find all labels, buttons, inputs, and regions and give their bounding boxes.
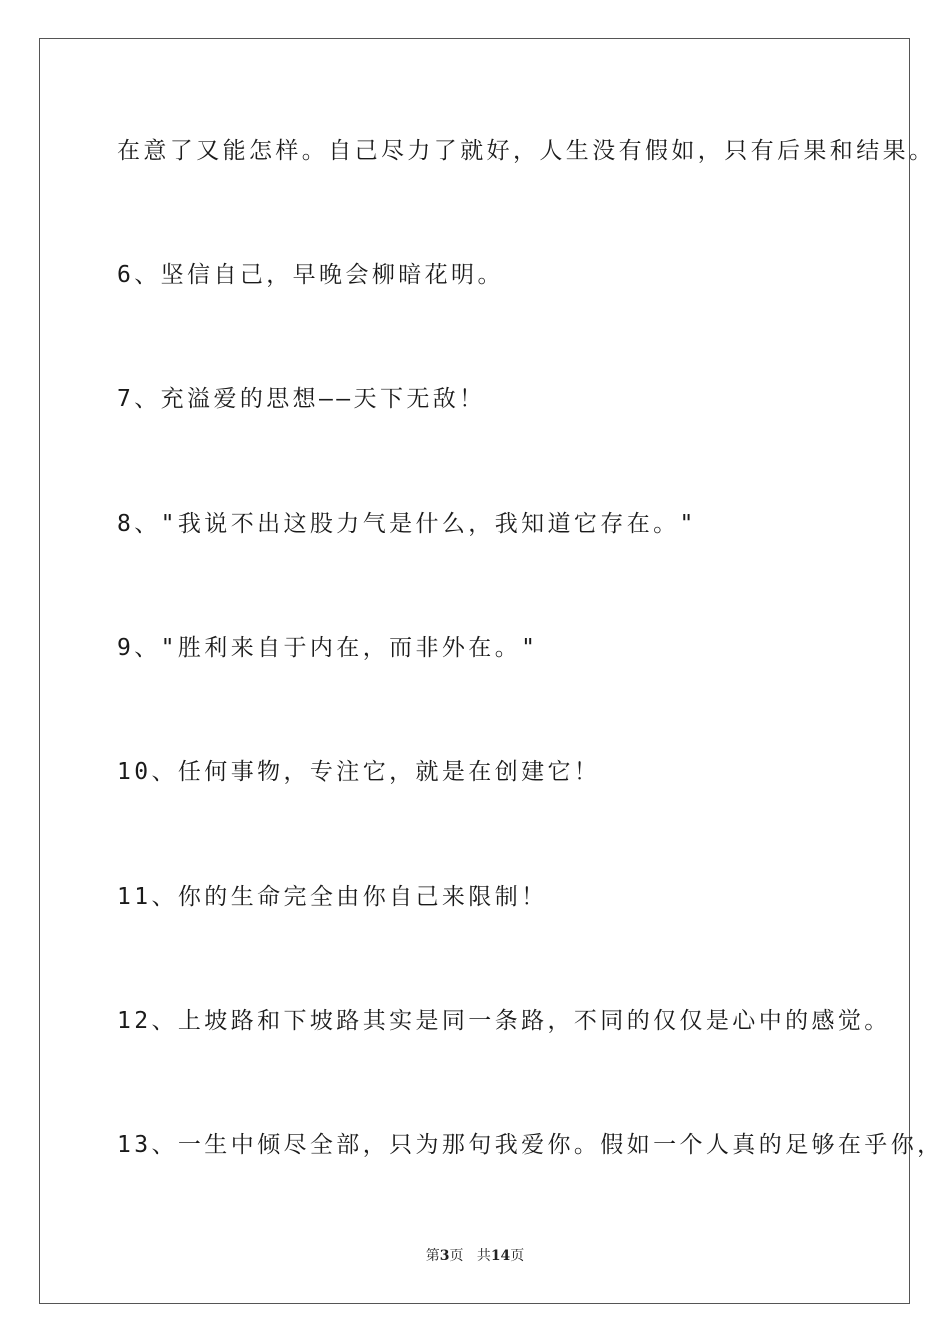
paragraph-line: 8、"我说不出这股力气是什么，我知道它存在。" — [117, 511, 697, 537]
total-prefix: 共 — [476, 1248, 491, 1264]
paragraph-line: 7、充溢爱的思想——天下无敌！ — [117, 386, 486, 412]
total-suffix: 页 — [510, 1248, 525, 1264]
page-frame — [39, 38, 910, 1304]
paragraph-line: 10、任何事物，专注它，就是在创建它！ — [117, 759, 601, 785]
page-prefix: 第 — [425, 1248, 440, 1264]
paragraph-line: 9、"胜利来自于内在，而非外在。" — [117, 635, 539, 661]
page-footer — [0, 1246, 950, 1266]
paragraph-line: 12、上坡路和下坡路其实是同一条路，不同的仅仅是心中的感觉。 — [117, 1008, 891, 1034]
paragraph-line: 在意了又能怎样。自己尽力了就好，人生没有假如，只有后果和结果。 — [117, 138, 936, 164]
paragraph-line: 13、一生中倾尽全部，只为那句我爱你。假如一个人真的足够在乎你， — [117, 1132, 944, 1158]
paragraph-line: 11、你的生命完全由你自己来限制！ — [117, 884, 548, 910]
paragraph-line: 6、坚信自己，早晚会柳暗花明。 — [117, 262, 504, 288]
page-suffix: 页 — [449, 1248, 464, 1264]
current-page-number: 3 — [439, 1248, 450, 1264]
total-pages-number: 14 — [490, 1248, 511, 1264]
